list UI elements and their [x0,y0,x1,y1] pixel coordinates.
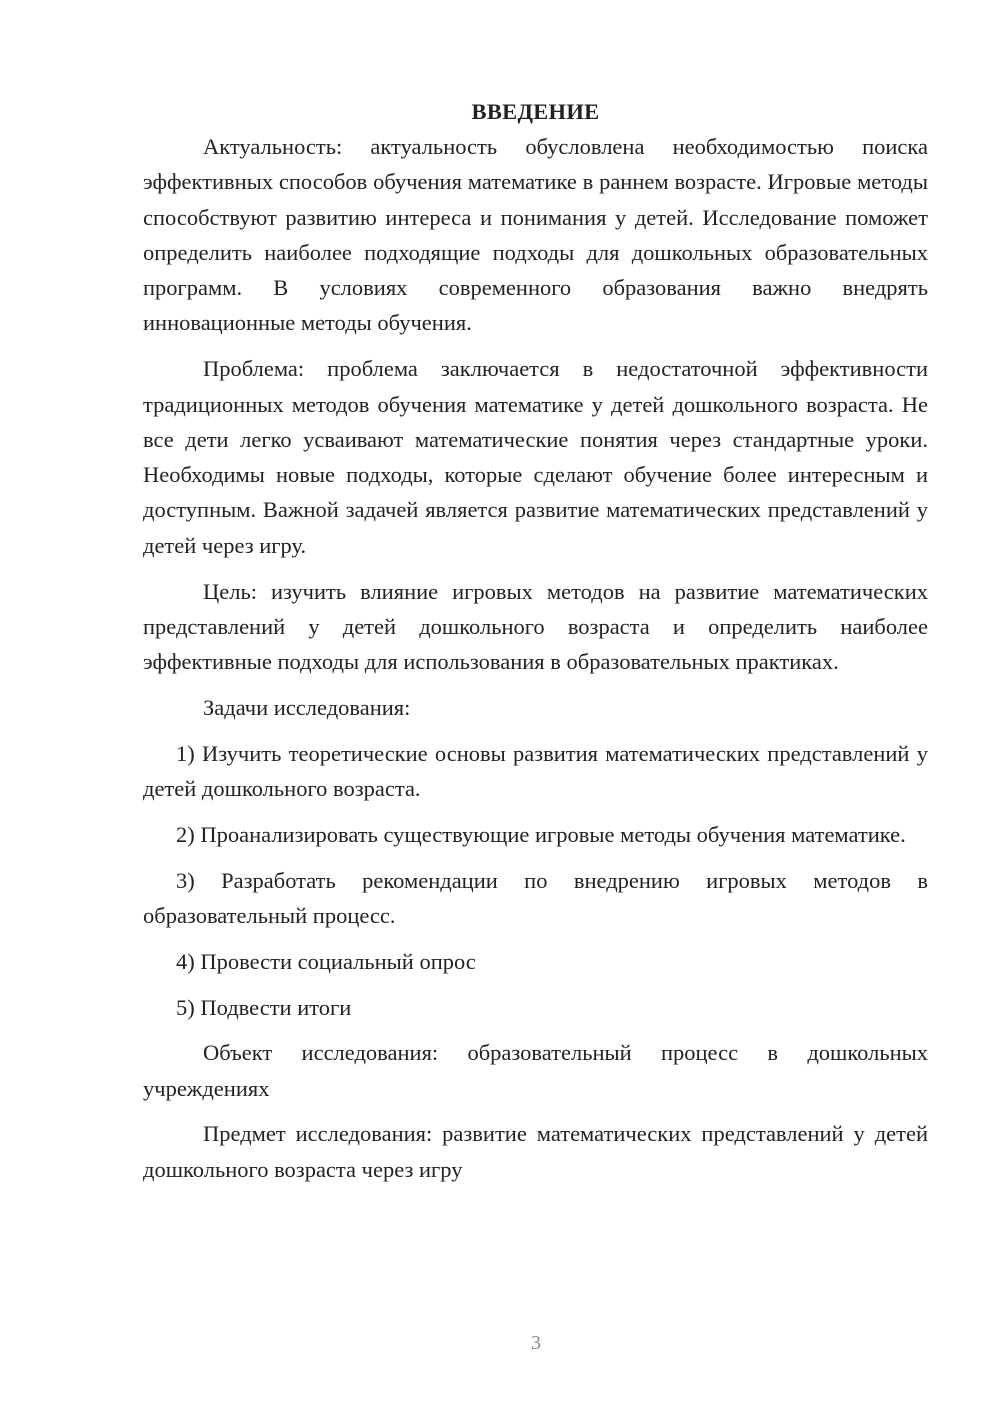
object-paragraph: Объект исследования: образовательный процесс в дошкольных учреждениях [143,1040,928,1101]
page-number: 3 [531,1332,541,1354]
page-content [143,94,928,1187]
task-item-1: 1) Изучить теоретические основы развития математических представлений у детей дошкольного возраста. [143,740,928,802]
goal-paragraph: Цель: изучить влияние игровых методов на развитие математических представлений у детей дошкольного возраста и определить наиболее эффективные подходы для использования в образовательных практиках. [143,578,928,675]
relevance-paragraph: Актуальность: актуальность обусловлена необходимостью поиска эффективных способов обучения математике в раннем возрасте. Игровые методы способствуют развитию интереса и понимания у детей. Исследование поможет определить наиболее подходящие подходы для дошкольных образовательных программ. В условиях современного образования важно внедрять инновационные методы обучения. [143,134,928,336]
task-item-3: 3) Разработать рекомендации по внедрению игровых методов в образовательный процесс. [143,867,928,928]
problem-paragraph: Проблема: проблема заключается в недостаточной эффективности традиционных методов обучения математике у детей дошкольного возраста. Не все дети легко усваивают математические понятия через стандартные уроки. Необходимы новые подходы, которые сделают обучение более интересным и доступным. Важной задачей является развитие математических представлений у детей через игру. [143,356,928,558]
task-item-4: 4) Провести социальный опрос [176,948,476,974]
subject-paragraph: Предмет исследования: развитие математических представлений у детей дошкольного возраста через игру [143,1121,928,1182]
section-heading: ВВЕДЕНИЕ [471,99,600,124]
task-item-2: 2) Проанализировать существующие игровые методы обучения математике. [176,821,906,847]
tasks-title: Задачи исследования: [203,694,411,720]
task-item-5: 5) Подвести итоги [176,994,352,1020]
